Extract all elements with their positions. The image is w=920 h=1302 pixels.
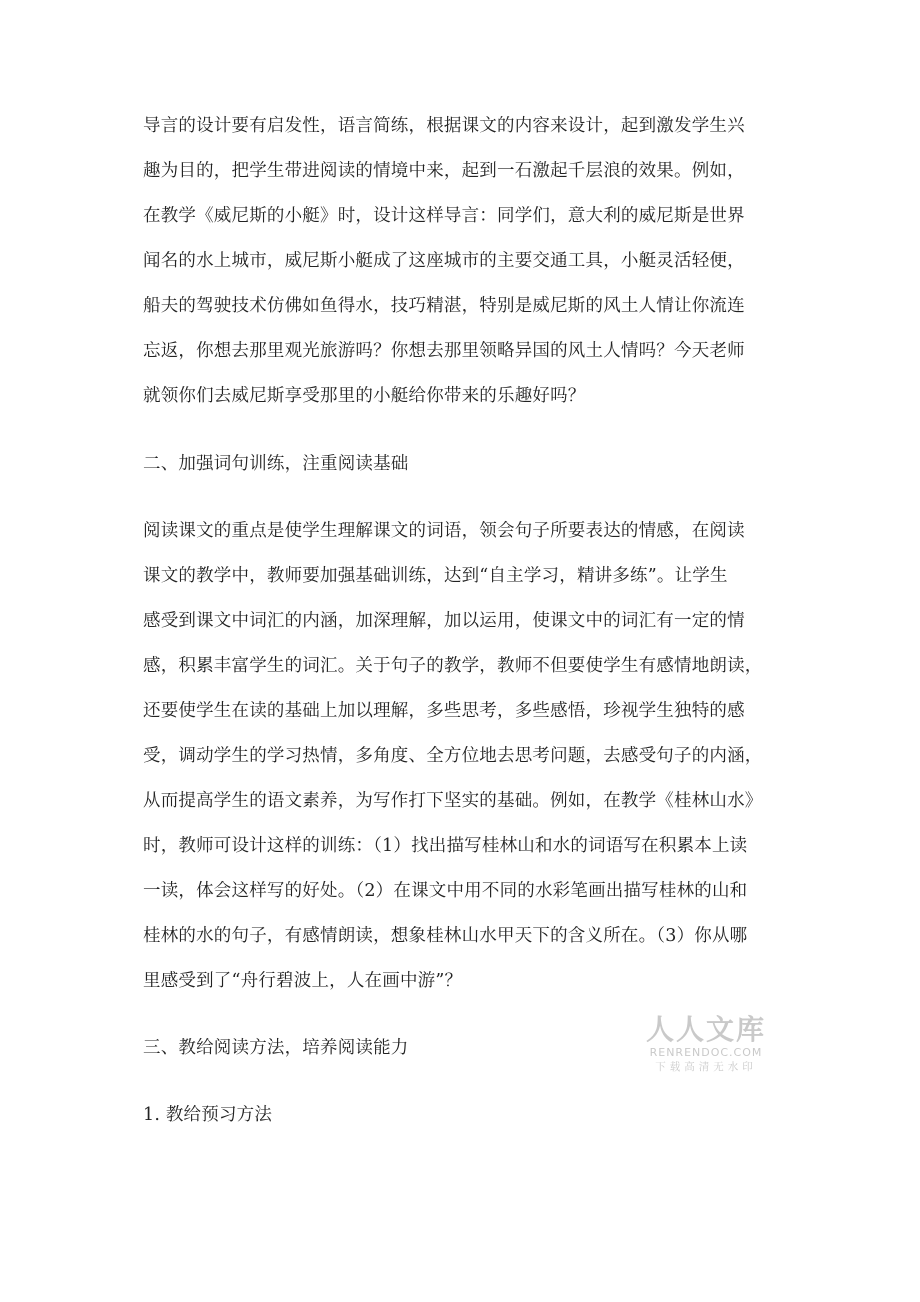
body-line: 忘返，你想去那里观光旅游吗？你想去那里领略异国的风土人情吗？今天老师 xyxy=(143,341,745,361)
body-line: 闻名的水上城市，威尼斯小艇成了这座城市的主要交通工具，小艇灵活轻便， xyxy=(143,251,745,271)
watermark-tagline: 下载高清无水印 xyxy=(655,1061,757,1073)
body-line: 受，调动学生的学习热情，多角度、全方位地去思考问题，去感受句子的内涵， xyxy=(143,746,763,766)
body-line: 还要使学生在读的基础上加以理解，多些思考，多些感悟，珍视学生独特的感 xyxy=(143,701,745,721)
body-line: 里感受到了“舟行碧波上，人在画中游”？ xyxy=(143,971,463,991)
body-line: 趣为目的，把学生带进阅读的情境中来，起到一石激起千层浪的效果。例如， xyxy=(143,161,745,181)
watermark-brand: 人人文库 xyxy=(645,1013,766,1046)
subsection-heading: 1. 教给预习方法 xyxy=(143,1105,273,1125)
watermark-logo xyxy=(640,1014,772,1074)
body-line: 一读，体会这样写的好处。（2）在课文中用不同的水彩笔画出描写桂林的山和 xyxy=(143,881,748,901)
body-line: 阅读课文的重点是使学生理解课文的词语，领会句子所要表达的情感，在阅读 xyxy=(143,521,745,541)
body-line: 从而提高学生的语文素养，为写作打下坚实的基础。例如，在教学《桂林山水》 xyxy=(143,791,763,811)
body-line: 在教学《威尼斯的小艇》时，设计这样导言：同学们，意大利的威尼斯是世界 xyxy=(143,206,745,226)
body-line: 感受到课文中词汇的内涵，加深理解，加以运用，使课文中的词汇有一定的情 xyxy=(143,611,745,631)
section-heading: 二、加强词句训练，注重阅读基础 xyxy=(143,454,409,474)
body-line: 感，积累丰富学生的词汇。关于句子的教学，教师不但要使学生有感情地朗读， xyxy=(143,656,763,676)
body-line: 导言的设计要有启发性，语言简练，根据课文的内容来设计，起到激发学生兴 xyxy=(143,116,745,136)
body-line: 就领你们去威尼斯享受那里的小艇给你带来的乐趣好吗？ xyxy=(143,386,586,406)
body-line: 课文的教学中，教师要加强基础训练，达到“自主学习，精讲多练”。让学生 xyxy=(143,566,728,586)
body-line: 桂林的水的句子，有感情朗读，想象桂林山水甲天下的含义所在。（3）你从哪 xyxy=(143,926,748,946)
body-line: 船夫的驾驶技术仿佛如鱼得水，技巧精湛，特别是威尼斯的风土人情让你流连 xyxy=(143,296,745,316)
watermark-domain: RENRENDOC.COM xyxy=(649,1046,763,1059)
section-heading: 三、教给阅读方法，培养阅读能力 xyxy=(143,1038,409,1058)
body-line: 时，教师可设计这样的训练：（1）找出描写桂林山和水的词语写在积累本上读 xyxy=(143,836,748,856)
